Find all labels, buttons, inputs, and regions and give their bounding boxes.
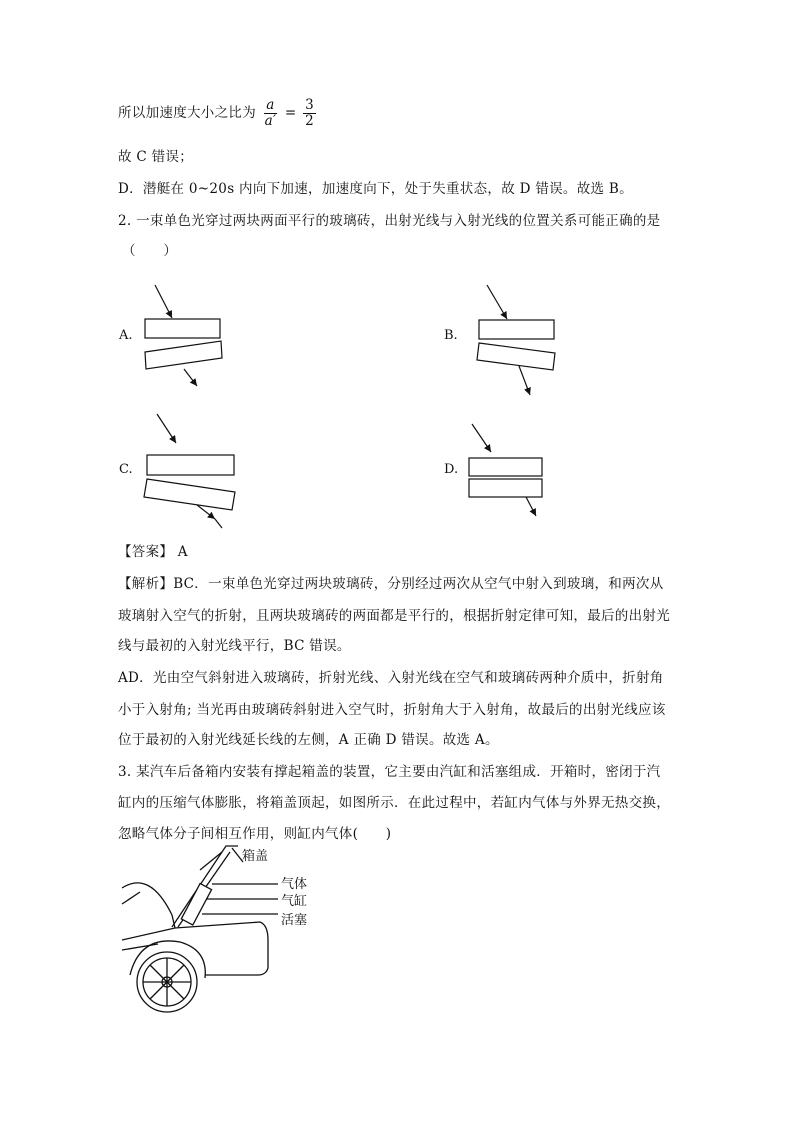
ratio-value-fraction [303,98,316,129]
question-2-bracket: （ ） [122,243,178,259]
option-a-figure [145,285,222,386]
question-3-line-1: 3. 某汽车后备箱内安装有撑起箱盖的装置，它主要由汽缸和活塞组成．开箱时，密闭于汽 [118,764,661,780]
analysis-line-5: 小于入射角; 当光再由玻璃砖斜射进入空气时，折射角大于入射角，故最后的出射光线应该 [118,702,666,718]
label-gas: 气体 [281,877,308,892]
ratio-prefix: 所以加速度大小之比为 [118,105,256,121]
ratio-fraction [263,98,279,129]
analysis-text-1: BC．一束单色光穿过两块玻璃砖，分别经过两次从空气中射入到玻璃，和两次从 [173,576,664,592]
ratio-line [118,98,318,129]
answer-label: 【答案】 [118,544,174,560]
option-b-figure [477,285,555,395]
text-line-c-wrong: 故 C 错误； [118,149,194,165]
analysis-line-2: 玻璃射入空气的折射，且两块玻璃砖的两面都是平行的，根据折射定律可知，最后的出射光 [118,608,670,624]
label-lid: 箱盖 [242,849,269,864]
answer-value: A [177,544,188,560]
answer-line [118,540,188,560]
option-b-label[interactable]: B. [444,328,458,343]
question-3-line-2: 缸内的压缩气体膨胀，将箱盖顶起，如图所示．在此过程中，若缸内气体与外界无热交换， [118,795,670,811]
text-line-d: D．潜艇在 0~20s 内向下加速，加速度向下，处于失重状态，故 D 错误。故选 B。 [118,181,633,197]
ratio-numerator: a [266,97,275,113]
option-d-label[interactable]: D. [444,462,459,477]
option-d-figure [469,424,542,516]
ratio-value-numerator: 3 [305,97,315,113]
ratio-equals: = [284,105,297,121]
question-3-line-3: 忽略气体分子间相互作用，则缸内气体( ) [118,826,392,842]
label-piston: 活塞 [281,913,308,928]
option-a-label[interactable]: A. [119,328,133,343]
analysis-line-6: 位于最初的入射光线延长线的左侧，A 正确 D 错误。故选 A。 [118,732,499,748]
question-2-stem: 2. 一束单色光穿过两块两面平行的玻璃砖，出射光线与入射光线的位置关系可能正确的是 [118,213,661,229]
analysis-line-3: 线与最初的入射光线平行，BC 错误。 [118,638,351,654]
ratio-value-denominator: 2 [305,113,315,129]
ratio-denominator: a′ [264,113,277,129]
label-cylinder: 气缸 [281,894,308,909]
analysis-line-1 [118,572,664,592]
analysis-label: 【解析】 [118,576,174,592]
analysis-line-4: AD．光由空气斜射进入玻璃砖，折射光线、入射光线在空气和玻璃砖两种介质中，折射角 [118,670,664,686]
option-c-label[interactable]: C. [119,462,133,477]
option-c-figure [144,414,235,528]
